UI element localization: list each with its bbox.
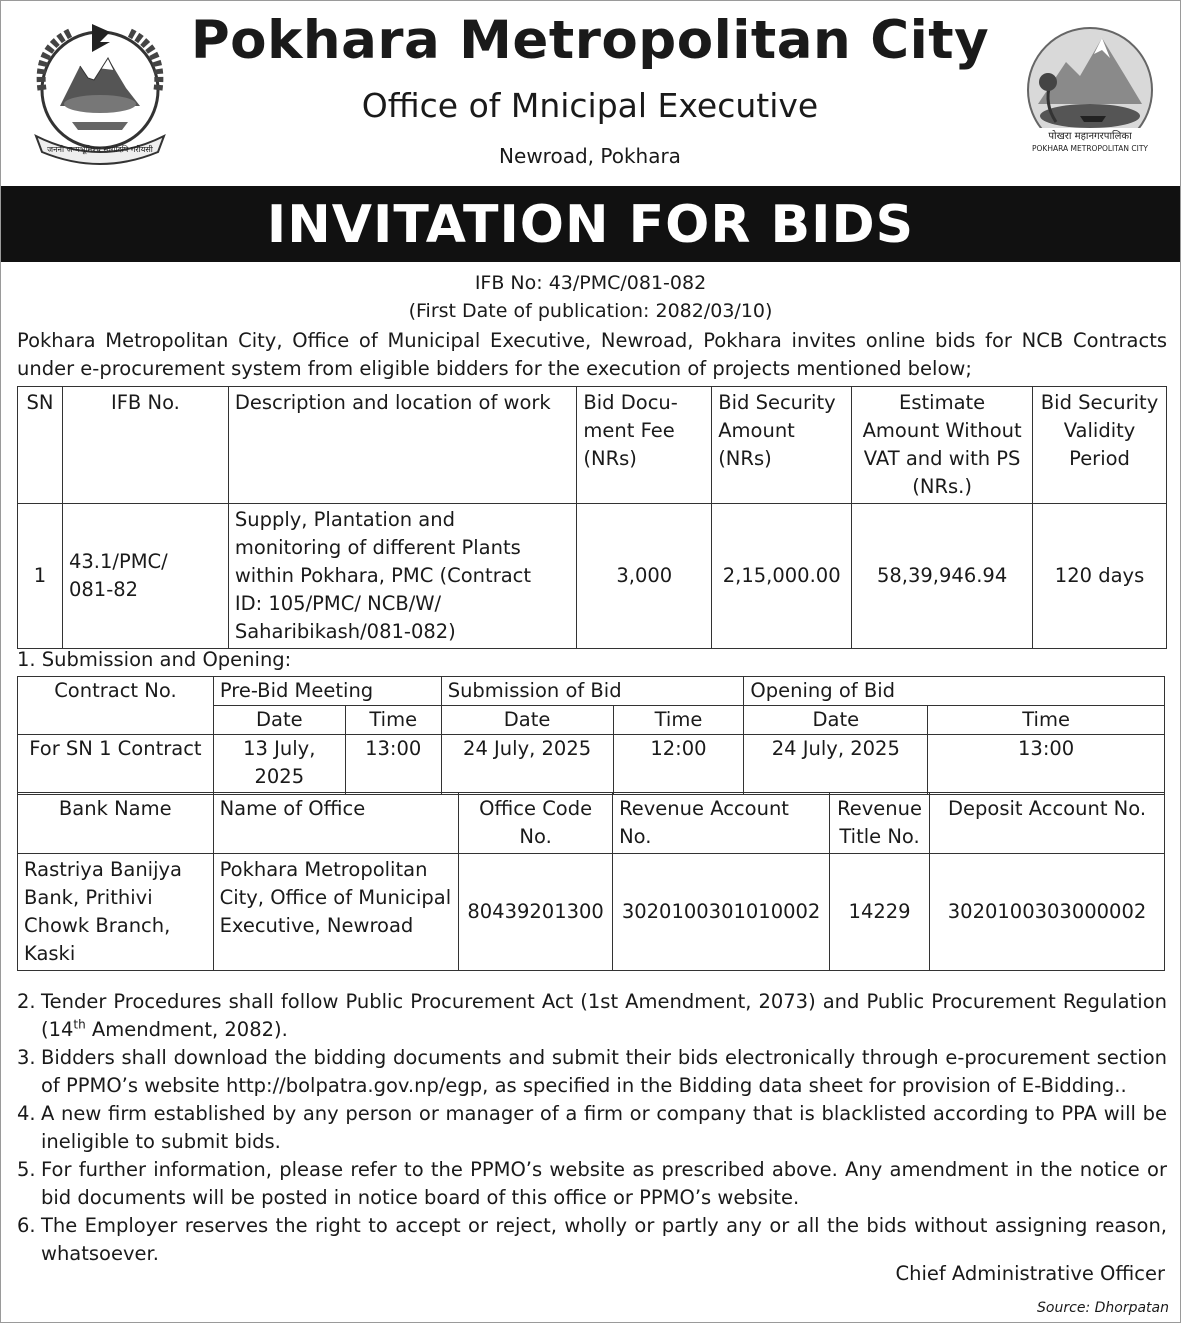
- header-description: Description and location of work: [228, 387, 577, 504]
- revenue-title: 14229: [830, 854, 930, 971]
- header-opening: Opening of Bid: [744, 677, 1165, 706]
- header-bank-name: Bank Name: [18, 793, 214, 854]
- header-prebid-time: Time: [345, 706, 441, 735]
- schedule-contract: For SN 1 Contract: [18, 735, 214, 795]
- table-row: [18, 854, 1165, 971]
- header-office-name: Name of Office: [213, 793, 459, 854]
- ifb-number: IFB No: 43/PMC/081-082: [474, 272, 707, 294]
- schedule-table: [17, 676, 1165, 795]
- header-validity: Bid Security Validity Period: [1033, 387, 1167, 504]
- header-prebid: Pre-Bid Meeting: [213, 677, 441, 706]
- header-contract-no: Contract No.: [18, 677, 214, 735]
- header-sn: SN: [18, 387, 63, 504]
- publication-date: (First Date of publication: 2082/03/10): [408, 300, 773, 322]
- row-validity: 120 days: [1033, 504, 1167, 649]
- row-ifb-no: 43.1/PMC/ 081-82: [62, 504, 228, 649]
- table-row: [18, 735, 1165, 795]
- header-opening-time: Time: [928, 706, 1165, 735]
- header-bid-security: Bid Security Amount (NRs): [712, 387, 852, 504]
- bank-table: [17, 792, 1165, 971]
- header-prebid-date: Date: [213, 706, 345, 735]
- list-item: 5. For further information, please refer to the PPMO’s website as prescribed above. Any amendment in the notice or bid documents will be posted in notice board of this office or PPMO’s website.: [17, 1158, 1167, 1209]
- office-subtitle: Office of Mnicipal Executive: [361, 86, 819, 125]
- page-title: Pokhara Metropolitan City: [190, 10, 990, 71]
- submission-date: 24 July, 2025: [441, 735, 613, 795]
- svg-text:POKHARA METROPOLITAN CITY: POKHARA METROPOLITAN CITY: [1032, 144, 1148, 153]
- office-code: 80439201300: [459, 854, 613, 971]
- bank-name: Rastriya Banijya Bank, Prithivi Chowk Branch, Kaski: [18, 854, 214, 971]
- opening-time: 13:00: [928, 735, 1165, 795]
- svg-text:जननी जन्मभूमिश्च स्वर्गादपि गर: जननी जन्मभूमिश्च स्वर्गादपि गरीयसी: [47, 145, 153, 154]
- intro-paragraph: Pokhara Metropolitan City, Office of Municipal Executive, Newroad, Pokhara invites online bids for NCB Contracts under e-procurement system from eligible bidders for the execution of projects mentioned below;: [17, 329, 1167, 380]
- list-item: 6. The Employer reserves the right to accept or reject, wholly or partly any or all the bids without assigning reason, whatsoever.: [17, 1214, 1167, 1265]
- header-submission: Submission of Bid: [441, 677, 744, 706]
- header-office-code: Office Code No.: [459, 793, 613, 854]
- notes-list: [17, 988, 1167, 1268]
- row-sn: 1: [18, 504, 63, 649]
- list-item: 2. Tender Procedures shall follow Public Procurement Act (1st Amendment, 2073) and Public Procurement Regulation (14th Amendment, 2082).: [17, 990, 1167, 1041]
- deposit-account: 3020100303000002: [930, 854, 1165, 971]
- office-address: Newroad, Pokhara: [499, 144, 681, 168]
- prebid-date: 13 July, 2025: [213, 735, 345, 795]
- office-name: Pokhara Metropolitan City, Office of Municipal Executive, Newroad: [213, 854, 459, 971]
- submission-time: 12:00: [613, 735, 744, 795]
- header-revenue-account: Revenue Account No.: [613, 793, 830, 854]
- opening-date: 24 July, 2025: [744, 735, 928, 795]
- revenue-account: 3020100301010002: [613, 854, 830, 971]
- pokhara-metropolitan-logo-icon: [1020, 24, 1160, 160]
- header-ifb-no: IFB No.: [62, 387, 228, 504]
- list-item: 3. Bidders shall download the bidding documents and submit their bids electronically through e-procurement section of PPMO’s website http://bolpatra.gov.np/egp, as specified in the Bidding data sheet for provision of E-Bidding..: [17, 1046, 1167, 1097]
- list-item: 4. A new firm established by any person or manager of a firm or company that is blacklisted according to PPA will be ineligible to submit bids.: [17, 1102, 1167, 1153]
- header-estimate: Estimate Amount Without VAT and with PS (NRs.): [852, 387, 1033, 504]
- prebid-time: 13:00: [345, 735, 441, 795]
- invitation-banner: INVITATION FOR BIDS: [1, 186, 1180, 262]
- header-deposit-account: Deposit Account No.: [930, 793, 1165, 854]
- row-bid-security: 2,15,000.00: [712, 504, 852, 649]
- bid-table-header: [18, 387, 1167, 504]
- header-submission-date: Date: [441, 706, 613, 735]
- bank-header-row: [18, 793, 1165, 854]
- signature: Chief Administrative Officer: [895, 1262, 1165, 1285]
- table-row: [18, 504, 1167, 649]
- row-doc-fee: 3,000: [577, 504, 712, 649]
- svg-text:पोखरा महानगरपालिका: पोखरा महानगरपालिका: [1048, 131, 1132, 142]
- row-description: Supply, Plantation and monitoring of different Plants within Pokhara, PMC (Contract ID: 105/PMC/ NCB/W/ Saharibikash/081-082): [228, 504, 577, 649]
- header-revenue-title: Revenue Title No.: [830, 793, 930, 854]
- header-opening-date: Date: [744, 706, 928, 735]
- nepal-emblem-icon: [22, 18, 177, 166]
- header-submission-time: Time: [613, 706, 744, 735]
- bid-table: [17, 386, 1167, 649]
- section-submission-title: 1. Submission and Opening:: [17, 648, 292, 671]
- schedule-header-row: [18, 677, 1165, 706]
- header-doc-fee: Bid Docu- ment Fee (NRs): [577, 387, 712, 504]
- row-estimate: 58,39,946.94: [852, 504, 1033, 649]
- source-credit: Source: Dhorpatan: [1037, 1300, 1169, 1316]
